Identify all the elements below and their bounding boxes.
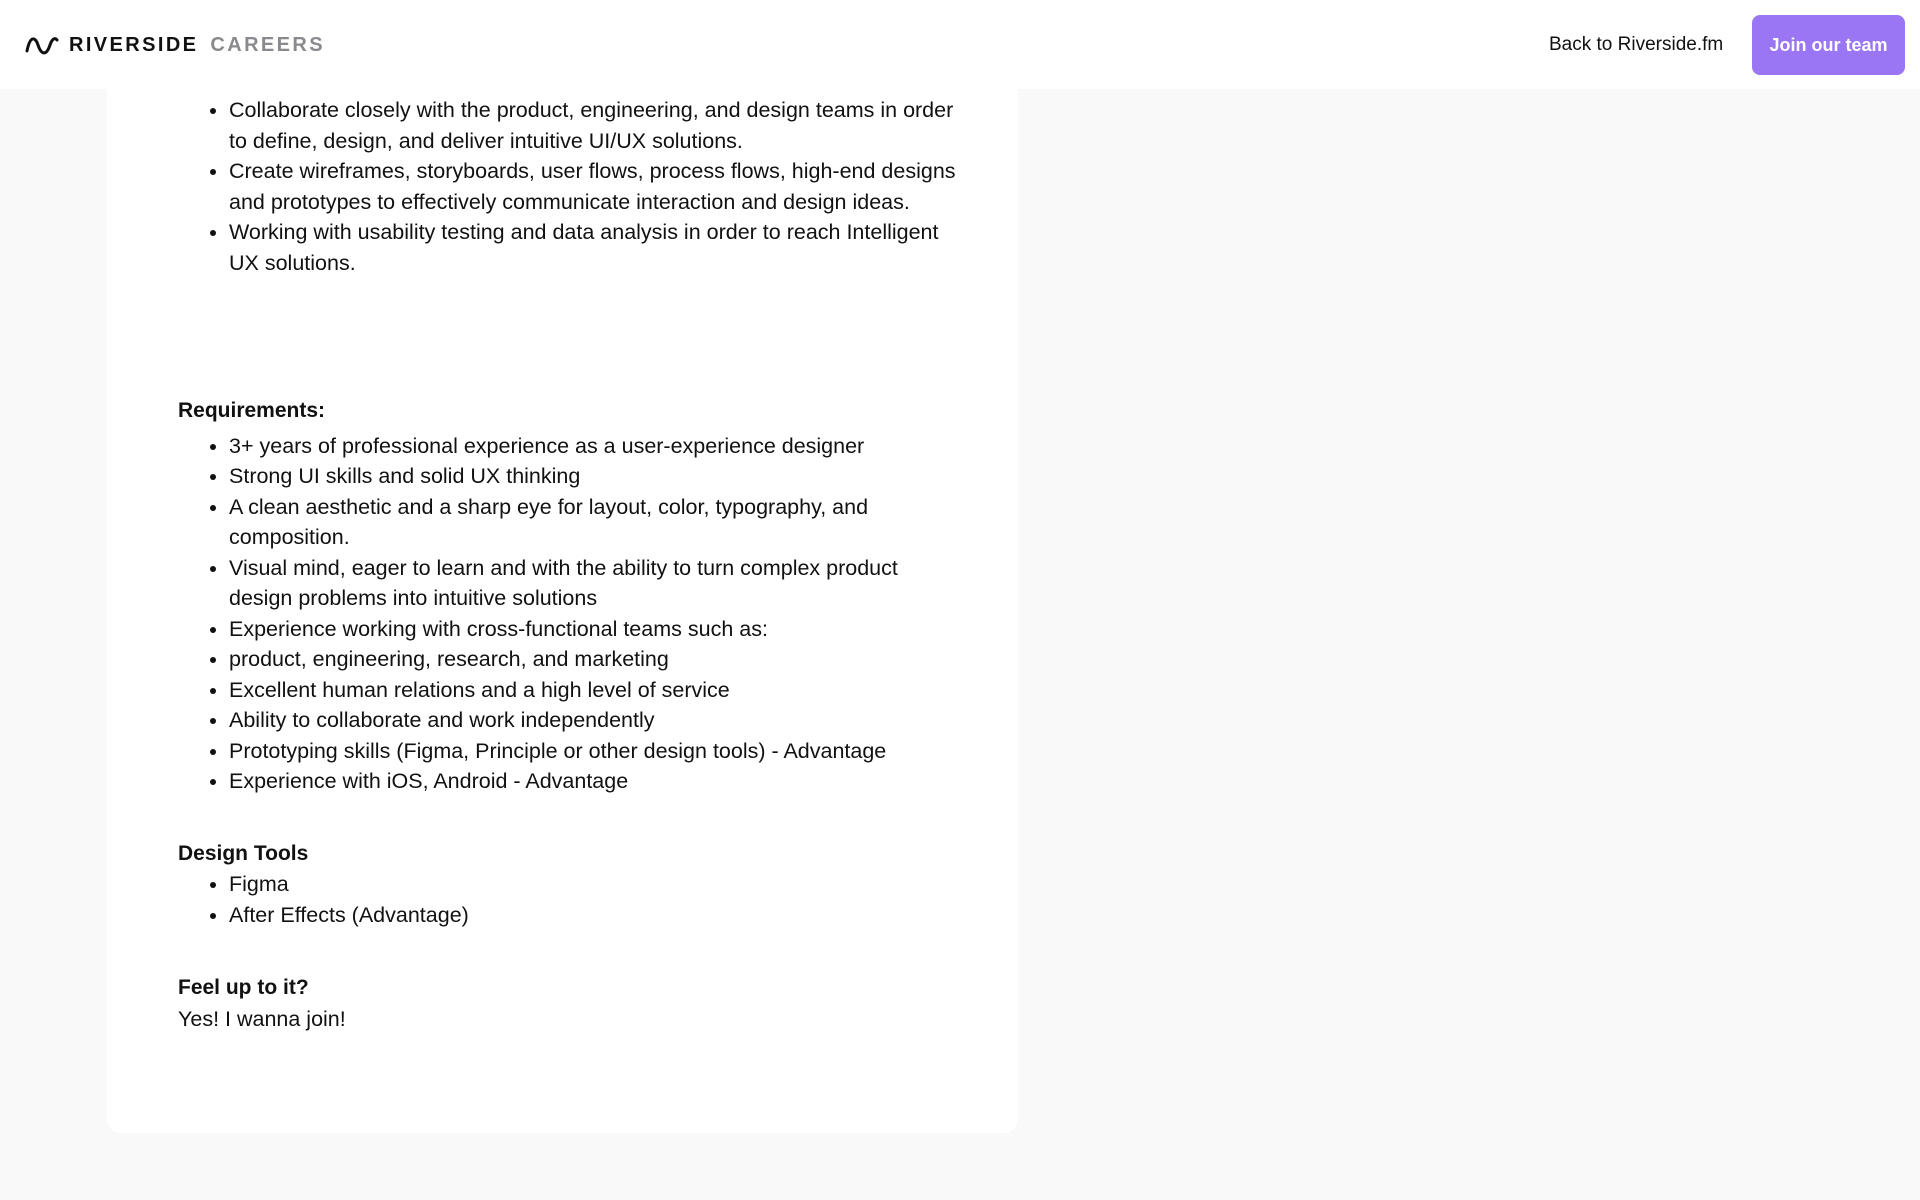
list-item: • product, engineering, research, and marketing xyxy=(229,644,958,675)
list-item: • Visual mind, eager to learn and with the ability to turn complex product design problems into intuitive solutions xyxy=(229,553,958,614)
list-item: • Strong UI skills and solid UX thinking xyxy=(229,461,958,492)
requirements-heading: Requirements: xyxy=(178,399,326,422)
requirements-list xyxy=(178,431,958,797)
list-item: • Create wireframes, storyboards, user flows, process flows, high-end designs and prototypes to effectively communicate interaction and design ideas. xyxy=(229,156,958,217)
list-item: • 3+ years of professional experience as a user-experience designer xyxy=(229,431,958,462)
list-item: • Collaborate closely with the product, engineering, and design teams in order to define, design, and deliver intuitive UI/UX solutions. xyxy=(229,95,958,156)
design-tools-heading: Design Tools xyxy=(178,841,309,865)
list-item: • Working with usability testing and data analysis in order to reach Intelligent UX solutions. xyxy=(229,217,958,278)
brand-name: RIVERSIDE xyxy=(69,33,199,56)
design-tools-list xyxy=(178,869,958,930)
closing-text: Yes! I wanna join! xyxy=(178,1006,346,1031)
list-item: • Excellent human relations and a high level of service xyxy=(229,675,958,706)
waveform-icon xyxy=(25,28,59,62)
job-description-content xyxy=(178,0,958,1034)
list-item: • A clean aesthetic and a sharp eye for layout, color, typography, and composition. xyxy=(229,492,958,553)
back-to-riverside-link[interactable]: Back to Riverside.fm xyxy=(1549,34,1724,55)
list-item: • Prototyping skills (Figma, Principle or other design tools) - Advantage xyxy=(229,736,958,767)
list-item: • Ability to collaborate and work independently xyxy=(229,705,958,736)
list-item: • Figma xyxy=(229,869,958,900)
list-item: • Experience with iOS, Android - Advantage xyxy=(229,766,958,797)
careers-label: CAREERS xyxy=(210,33,325,56)
riverside-careers-logo[interactable] xyxy=(25,28,325,62)
list-item: • Experience working with cross-functional teams such as: xyxy=(229,614,958,645)
responsibilities-list xyxy=(178,95,958,278)
list-item: • After Effects (Advantage) xyxy=(229,900,958,931)
join-our-team-button[interactable]: Join our team xyxy=(1752,15,1905,75)
top-header xyxy=(0,0,1920,89)
closing-heading: Feel up to it? xyxy=(178,976,309,999)
